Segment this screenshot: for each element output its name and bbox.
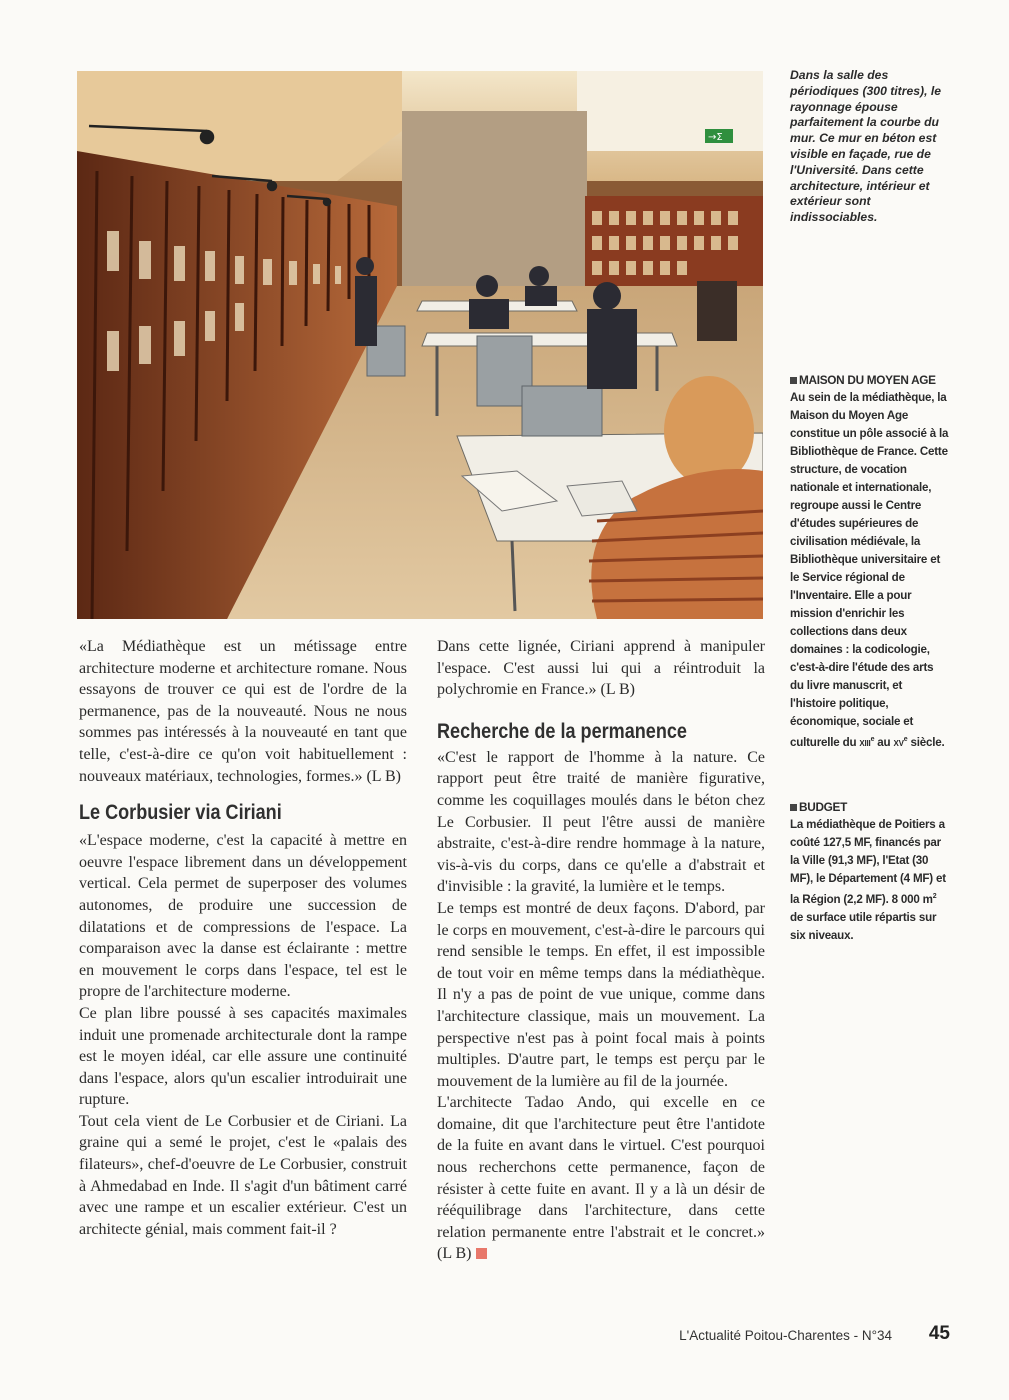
paragraph: Tout cela vient de Le Corbusier et de Ciriani. La graine qui a semé le projet, c'est le «palais des filateurs», chef-d'oeuvre de Le Corbusier, construit à Ahmedabad en Inde. Il s'agit d'un bâtiment carré avec une rampe et un escalier extérieur. C'est un architecte génial, mais comment fait-il ? [79,1112,407,1238]
sidebar-maison-text: Au sein de la médiathèque, la Maison du Moyen Age constitue un pôle associé à la Bibliothèque de France. Cette structure, de vocation nationale et internationale, regroupe aussi le Centre d'études supérieures de civilisation médiévale, la Bibliothèque universitaire et le Service régional de l'Inventaire. Elle a pour mission d'enrichir les collections dans deux domaines : la codicologie, c'est-à-dire l'étude des arts du livre manuscrit, et l'histoire politique, économique, sociale et culturelle du XIIIe au XVe siècle. [790,391,949,749]
heading-le-corbusier: Le Corbusier via Ciriani [79,801,282,825]
library-photo [77,71,763,619]
heading-recherche-permanence: Recherche de la permanence [437,719,687,743]
end-mark-icon [476,1248,487,1259]
sidebar-maison-title: MAISON DU MOYEN AGE [790,371,950,389]
svg-text:→Σ: →Σ [708,132,723,143]
photo-caption: Dans la salle des périodiques (300 titres), le rayonnage épouse parfaitement la courbe du mur. Ce mur en béton est visible en façade, rue de l'Université. Dans cette architecture, intérieur et extérieur sont indissociables. [790,68,942,225]
article-column-1 [79,636,407,1240]
paragraph: «C'est le rapport de l'homme à la nature. Ce rapport peut être traité de manière figurative, comme les coquillages moulés dans le béton chez Le Corbusier. Il peut l'être aussi de manière abstraite, c'est-à-dire rendre hommage à la nature, vis-à-vis du corps, dans ce qu'elle a d'abstrait et d'invisible : la gravité, la lumière et le temps. [437,748,765,896]
square-bullet-icon [790,804,797,811]
sidebar-maison-moyen-age [790,371,950,753]
paragraph: Dans cette lignée, Ciriani apprend à manipuler l'espace. C'est aussi lui qui a réintroduit la polychromie en France.» (L B) [437,638,765,699]
sidebar-budget-title: BUDGET [790,798,950,816]
intro-quote: «La Médiathèque est un métissage entre architecture moderne et architecture romane. Nous essayons de trouver ce qui est de l'ordre de la permanence, pas de la nouveauté. Nous ne nous sommes pas intéressés à la nouveauté en tant que telle, c'est-à-dire ce qu'on voit habituellement : nouveaux matériaux, technologies, formes.» (L B) [79,638,407,785]
paragraph: L'architecte Tadao Ando, qui excelle en ce domaine, dit que l'architecture peut être l'antidote de la fuite en avant dans le virtuel. C'est pourquoi nous recherchons cette permanence, façon de résister à cette fuite en avant. Il y a là un désir de rééquilibrage dans l'architecture, dans cette relation permanente entre l'abstrait et le concret.» (L B) [437,1094,765,1263]
page-number: 45 [928,1323,950,1344]
page-footer [680,1325,950,1347]
paragraph: Le temps est montré de deux façons. D'abord, par le corps en mouvement, c'est-à-dire le parcours qui rend sensible le temps. En effet, il est impossible de tout voir en même temps dans la médiathèque. Il n'y a pas de point de vue unique, comme dans l'architecture classique, mais un mouvement. La perspective n'est pas à point focal mais à points multiples. D'autre part, le temps est perçu par le mouvement de la lumière au fil de la journée. [437,899,765,1090]
paragraph: «L'espace moderne, c'est la capacité à mettre en oeuvre l'espace librement dans un développement vertical. Cela permet de superposer des volumes autonomes, de produire une succession de dilatations et de compressions de l'espace. La comparaison avec la danse est éclairante : mettre en mouvement le corps dans l'espace, tel est le propre de l'architecture moderne. [79,832,407,1001]
square-bullet-icon [790,377,797,384]
periodicals-room-image [77,71,763,619]
sidebar-budget [790,798,950,945]
journal-name: L'Actualité Poitou-Charentes - N°34 [679,1328,892,1343]
article-column-2 [437,636,765,1265]
sidebar-budget-text: La médiathèque de Poitiers a coûté 127,5 MF, financés par la Ville (91,3 MF), l'Etat (30 MF), le Département (4 MF) et la Région (2,2 MF). 8 000 $m^2$ de surface utile répartis sur six niveaux. [790,818,946,942]
paragraph: Ce plan libre poussé à ses capacités maximales induit une promenade architecturale dont la rampe est le moyen idéal, car elle assure une continuité dans l'espace, alors qu'un escalier introduirait une rupture. [79,1004,407,1109]
